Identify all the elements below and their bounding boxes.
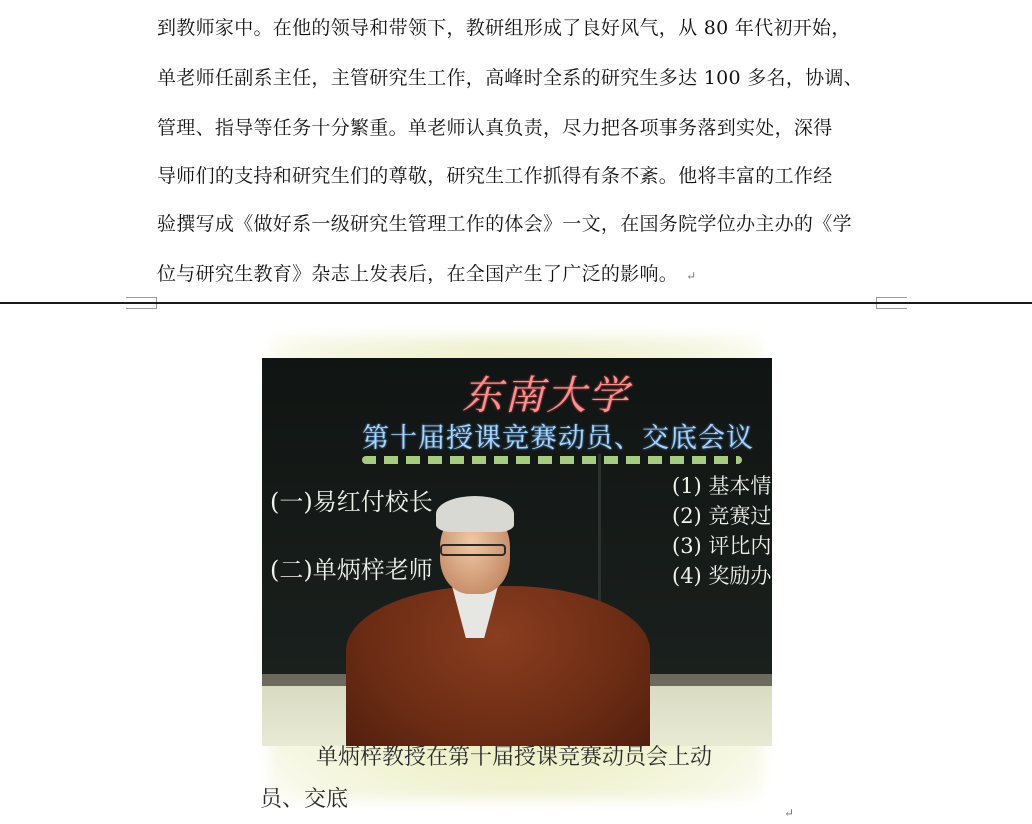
person-glasses bbox=[440, 544, 506, 556]
blackboard-title: 东南大学 bbox=[462, 373, 630, 419]
photo-figure bbox=[258, 326, 774, 810]
blackboard-wave-decoration bbox=[362, 456, 742, 464]
blackboard-subtitle: 第十届授课竞赛动员、交底会议 bbox=[362, 423, 754, 454]
page-break-rule bbox=[0, 302, 1032, 304]
person-jacket bbox=[346, 586, 650, 746]
blackboard-right-item-4: (4) 奖励办 bbox=[672, 564, 772, 588]
paragraph-line-5: 验撰写成《做好系一级研究生管理工作的体会》一文，在国务院学位办主办的《学 bbox=[157, 213, 852, 235]
paragraph-line-4: 导师们的支持和研究生们的尊敬，研究生工作抓得有条不紊。他将丰富的工作经 bbox=[157, 165, 833, 187]
paragraph-line-6 bbox=[157, 262, 696, 288]
blackboard-left-item-2: (二)单炳梓老师 bbox=[270, 556, 433, 584]
photo-caption-line-2: 员、交底 bbox=[260, 787, 349, 812]
person-hair bbox=[436, 496, 514, 532]
paragraph-mark-icon: ↵ bbox=[686, 269, 697, 283]
blackboard-right-item-3: (3) 评比内 bbox=[672, 534, 772, 558]
blackboard-left-item-1: (一)易红付校长 bbox=[270, 488, 433, 516]
paragraph-line-3: 管理、指导等任务十分繁重。单老师认真负责，尽力把各项事务落到实处，深得 bbox=[157, 117, 833, 139]
paragraph-line-6-text: 位与研究生教育》杂志上发表后，在全国产生了广泛的影响。 bbox=[157, 263, 679, 285]
end-paragraph-mark-icon: ↵ bbox=[784, 806, 795, 820]
photo-caption-line-1: 单炳梓教授在第十届授课竞赛动员会上动 bbox=[316, 745, 713, 770]
paragraph-line-1: 到教师家中。在他的领导和带领下，教研组形成了良好风气，从 80 年代初开始， bbox=[157, 17, 851, 39]
paragraph-line-2: 单老师任副系主任，主管研究生工作，高峰时全系的研究生多达 100 多名，协调、 bbox=[157, 67, 864, 89]
blackboard-right-item-1: (1) 基本情 bbox=[672, 474, 772, 498]
blackboard-right-item-2: (2) 竞赛过 bbox=[672, 504, 772, 528]
classroom-photo bbox=[262, 358, 772, 746]
